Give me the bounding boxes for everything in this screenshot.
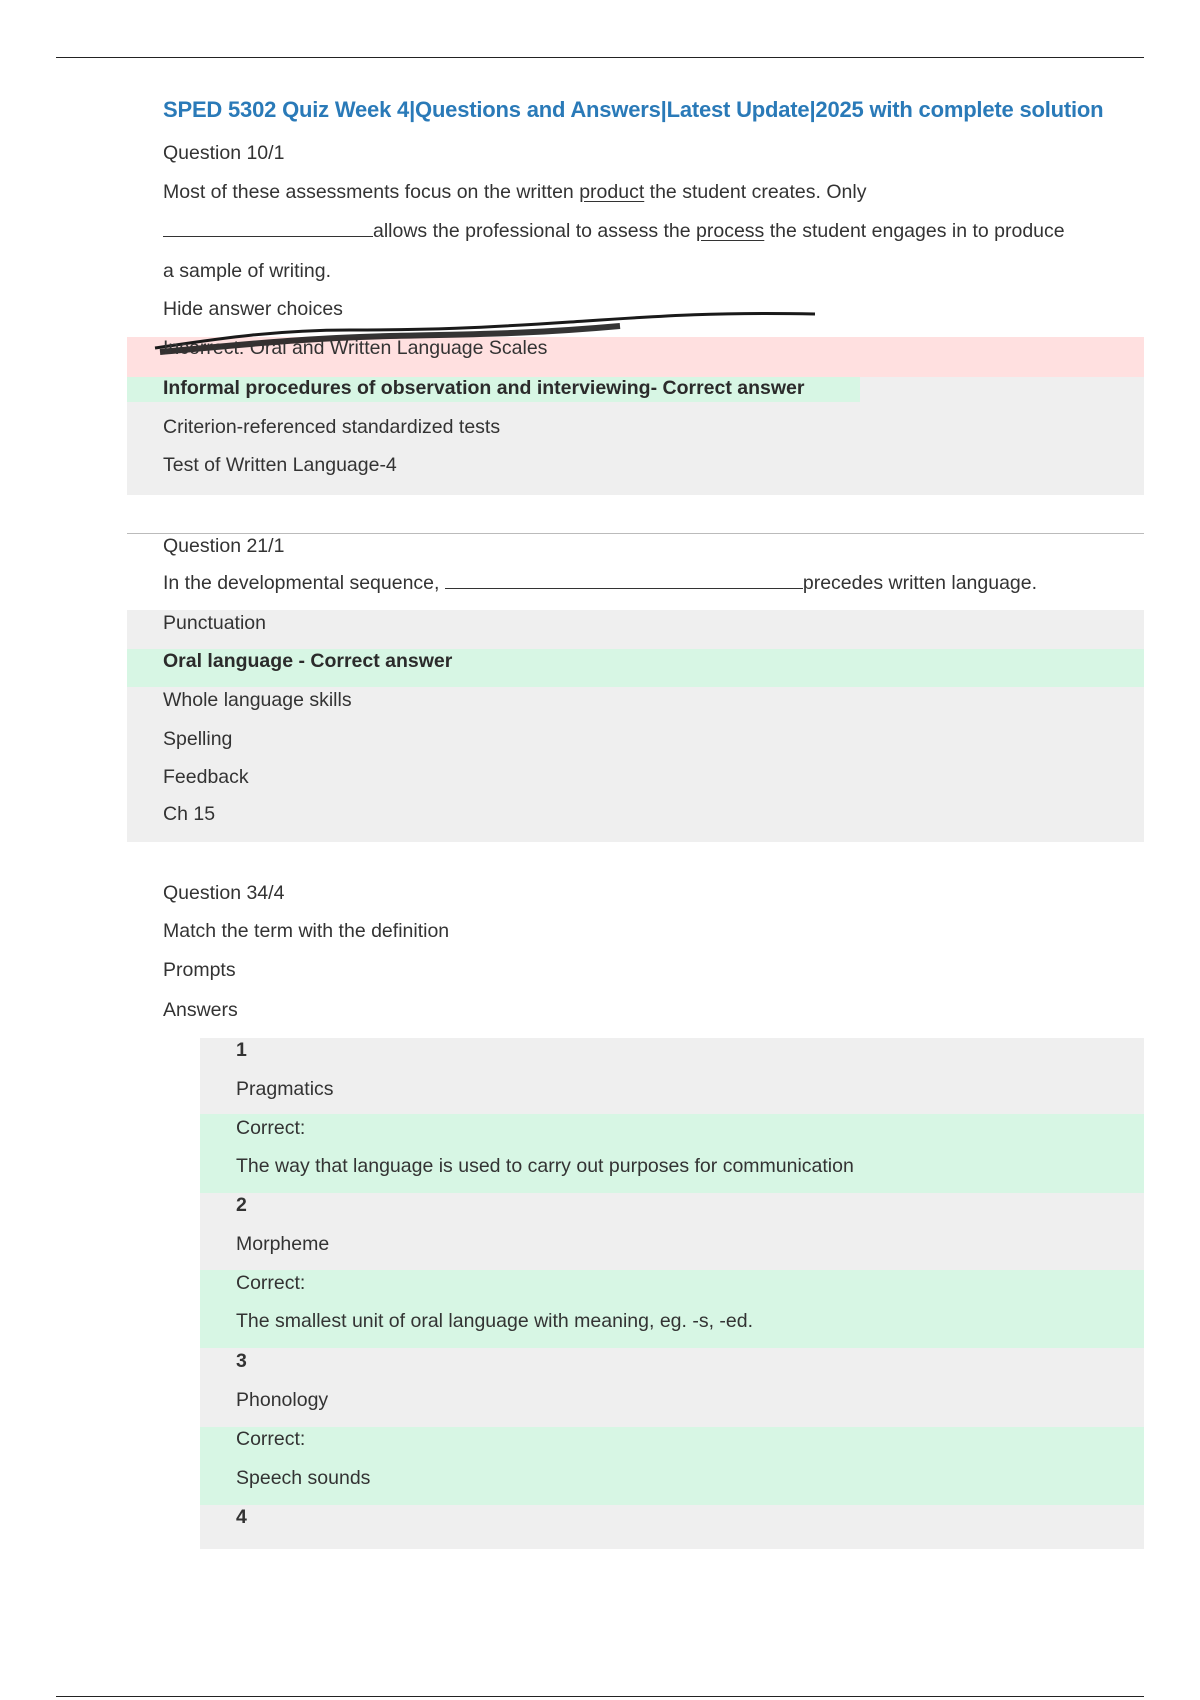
top-rule: [56, 57, 1144, 58]
q3-item1-definition: The way that language is used to carry out purposes for communication: [236, 1155, 854, 1177]
q1-text-line1-a: Most of these assessments focus on the written: [163, 181, 580, 203]
q2-text-a: In the developmental sequence,: [163, 572, 445, 594]
q3-item3-term: Phonology: [236, 1389, 329, 1411]
q3-item3-definition: Speech sounds: [236, 1467, 371, 1489]
q3-item2-status: Correct:: [236, 1272, 306, 1294]
document-title: SPED 5302 Quiz Week 4|Questions and Answers|Latest Update|2025 with complete solution: [163, 97, 1104, 122]
q1-text-line1: [163, 181, 866, 204]
q2-choice-4[interactable]: Spelling: [163, 728, 233, 750]
q3-item3-status: Correct:: [236, 1428, 306, 1450]
q2-choice-2[interactable]: Oral language - Correct answer: [163, 650, 453, 672]
q3-item1-correct-highlight: [200, 1114, 1144, 1193]
q1-text-process: process: [696, 220, 765, 242]
q3-header: Question 34/4: [163, 882, 285, 904]
q1-choice-4[interactable]: Test of Written Language-4: [163, 454, 397, 476]
q1-blank: [163, 235, 373, 237]
q1-text-line2-b: the student engages in to produce: [764, 220, 1065, 242]
q1-text-line3: a sample of writing.: [163, 260, 331, 282]
q3-answers-label: Answers: [163, 999, 238, 1021]
q2-text-b: precedes written language.: [802, 572, 1038, 594]
q1-text-line2-a: allows the professional to assess the: [373, 220, 697, 242]
q2-text: [163, 572, 1037, 595]
q2-choice-3[interactable]: Whole language skills: [163, 689, 352, 711]
q3-item2-term: Morpheme: [236, 1233, 330, 1255]
bottom-rule: [56, 1696, 1144, 1697]
q3-item2-definition: The smallest unit of oral language with meaning, eg. -s, -ed.: [236, 1310, 754, 1332]
q2-header: Question 21/1: [163, 535, 285, 557]
q3-item1-number: 1: [236, 1039, 247, 1061]
q3-item3-correct-highlight: [200, 1427, 1144, 1505]
q1-text-product: product: [579, 181, 645, 203]
q2-choice-5[interactable]: Feedback: [163, 766, 249, 788]
q3-item2-correct-highlight: [200, 1270, 1144, 1348]
q3-item2-number: 2: [236, 1194, 247, 1216]
q2-choice-1[interactable]: Punctuation: [163, 612, 266, 634]
hide-answer-choices-link[interactable]: Hide answer choices: [163, 298, 343, 320]
q1-choice-2[interactable]: Informal procedures of observation and interviewing- Correct answer: [163, 377, 805, 399]
q2-blank: [445, 587, 803, 589]
q3-prompts-label: Prompts: [163, 959, 236, 981]
question-separator: [127, 533, 1144, 534]
q3-item4-number: 4: [236, 1506, 247, 1528]
q3-item1-status: Correct:: [236, 1117, 306, 1139]
q2-choices-panel: [127, 610, 1144, 842]
q3-text: Match the term with the definition: [163, 920, 450, 942]
q3-item3-number: 3: [236, 1350, 247, 1372]
q1-choice-3[interactable]: Criterion-referenced standardized tests: [163, 416, 501, 438]
q1-text-line1-b: the student creates. Only: [644, 181, 867, 203]
q1-text-line2: [163, 220, 1065, 243]
q3-item1-term: Pragmatics: [236, 1078, 334, 1100]
q1-header: Question 10/1: [163, 142, 285, 164]
q1-choice-1[interactable]: Incorrect: Oral and Written Language Scales: [163, 337, 548, 359]
q2-choice-6[interactable]: Ch 15: [163, 803, 216, 825]
